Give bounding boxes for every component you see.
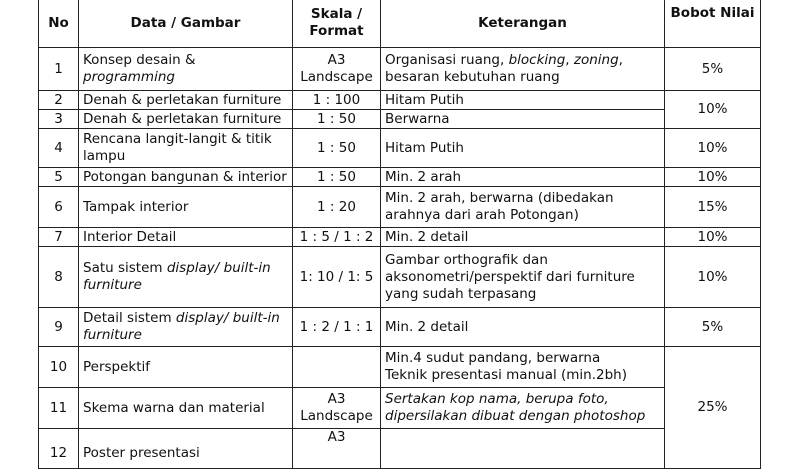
keterangan-cell: Hitam Putih [381,91,665,110]
bobot-cell: 10% [665,91,761,129]
ket-text: , [618,52,623,68]
keterangan-cell: Min. 2 arah [381,168,665,187]
table-row [39,110,761,129]
row-number: 2 [39,91,79,110]
data-line [83,310,288,327]
row-number: 3 [39,110,79,129]
keterangan-line: besaran kebutuhan ruang [385,69,560,85]
bobot-cell: 10% [665,168,761,187]
table-row [39,308,761,347]
table-row [39,48,761,91]
ket-text: Organisasi ruang, [385,52,509,68]
row-number: 7 [39,228,79,247]
keterangan-line-italic: Sertakan kop nama, berupa foto, [385,391,609,407]
bobot-cell: 15% [665,187,761,228]
data-line-italic: furniture [83,277,142,293]
table-row [39,129,761,168]
skala-cell: 1 : 50 [293,129,381,168]
data-cell: Perspektif [79,347,293,388]
keterangan-line: arahnya dari arah Potongan) [385,207,579,223]
table-row [39,228,761,247]
keterangan-line: Min. 2 arah, berwarna (dibedakan [385,190,614,206]
data-text-italic: display/ built-in [175,310,280,326]
keterangan-cell [381,347,665,388]
skala-cell: 1: 10 / 1: 5 [293,247,381,308]
bobot-cell: 10% [665,247,761,308]
header-skala-line1: Skala / [310,6,363,22]
keterangan-cell: Min. 2 detail [381,308,665,347]
keterangan-line: Teknik presentasi manual (min.2bh) [385,367,628,383]
header-keterangan: Keterangan [381,0,665,48]
table-row [39,247,761,308]
data-cell: Denah & perletakan furniture [79,91,293,110]
row-number: 1 [39,48,79,91]
data-cell [79,247,293,308]
data-cell: Poster presentasi [79,429,293,469]
keterangan-cell [381,388,665,429]
table-row [39,388,761,429]
data-line: Konsep desain & [83,52,196,68]
skala-cell [293,48,381,91]
keterangan-line: yang sudah terpasang [385,285,537,302]
header-skala-line2: Format [309,23,364,39]
skala-line: Landscape [300,408,373,424]
header-no: No [39,0,79,48]
table-row [39,187,761,228]
data-cell: Interior Detail [79,228,293,247]
data-line: lampu [83,148,126,164]
keterangan-cell [381,429,665,469]
skala-cell: 1 : 100 [293,91,381,110]
header-skala-format [293,0,381,48]
keterangan-cell: Berwarna [381,110,665,129]
row-number: 6 [39,187,79,228]
skala-cell [293,388,381,429]
ket-text: , [565,52,574,68]
keterangan-line-italic: dipersilakan dibuat dengan photoshop [385,408,646,424]
data-text: Satu sistem [83,260,167,276]
data-line [83,260,288,277]
row-number: 4 [39,129,79,168]
skala-line: A3 [327,391,346,407]
table-row [39,347,761,388]
data-cell: Skema warna dan material [79,388,293,429]
data-text: Detail sistem [83,310,176,326]
row-number: 10 [39,347,79,388]
row-number: 5 [39,168,79,187]
skala-cell: 1 : 50 [293,168,381,187]
bobot-cell: 10% [665,228,761,247]
row-number: 9 [39,308,79,347]
bobot-cell: 5% [665,48,761,91]
skala-cell: 1 : 5 / 1 : 2 [293,228,381,247]
skala-cell: 1 : 50 [293,110,381,129]
bobot-cell: 25% [665,347,761,469]
keterangan-cell: Hitam Putih [381,129,665,168]
keterangan-cell [381,247,665,308]
row-number: 12 [39,429,79,469]
keterangan-cell [381,48,665,91]
keterangan-line [385,52,660,69]
data-line-italic: furniture [83,327,142,343]
skala-line: A3 [327,52,346,68]
row-number: 11 [39,388,79,429]
table-row [39,91,761,110]
keterangan-line: Gambar orthografik dan [385,251,548,268]
data-cell [79,48,293,91]
ket-text-italic: blocking [508,52,566,68]
keterangan-line: Min.4 sudut pandang, berwarna [385,350,601,366]
requirements-table [38,0,761,469]
data-cell [79,308,293,347]
keterangan-cell: Min. 2 detail [381,228,665,247]
bobot-cell: 10% [665,129,761,168]
table-row [39,429,761,469]
data-cell: Potongan bangunan & interior [79,168,293,187]
table-row [39,168,761,187]
keterangan-line: aksonometri/perspektif dari furniture [385,268,635,285]
keterangan-cell [381,187,665,228]
data-cell: Tampak interior [79,187,293,228]
bobot-cell: 5% [665,308,761,347]
header-bobot-nilai: Bobot Nilai [665,0,761,48]
data-cell: Denah & perletakan furniture [79,110,293,129]
data-line-italic: programming [83,69,175,85]
skala-cell [293,347,381,388]
data-text-italic: display/ built-in [166,260,271,276]
skala-cell: 1 : 20 [293,187,381,228]
data-line: Rencana langit-langit & titik [83,131,272,147]
row-number: 8 [39,247,79,308]
ket-text-italic: zoning [573,52,619,68]
skala-line: Landscape [300,69,373,85]
data-cell [79,129,293,168]
skala-cell: 1 : 2 / 1 : 1 [293,308,381,347]
header-data-gambar: Data / Gambar [79,0,293,48]
table-header-row [39,0,761,48]
skala-cell: A3 [293,429,381,469]
